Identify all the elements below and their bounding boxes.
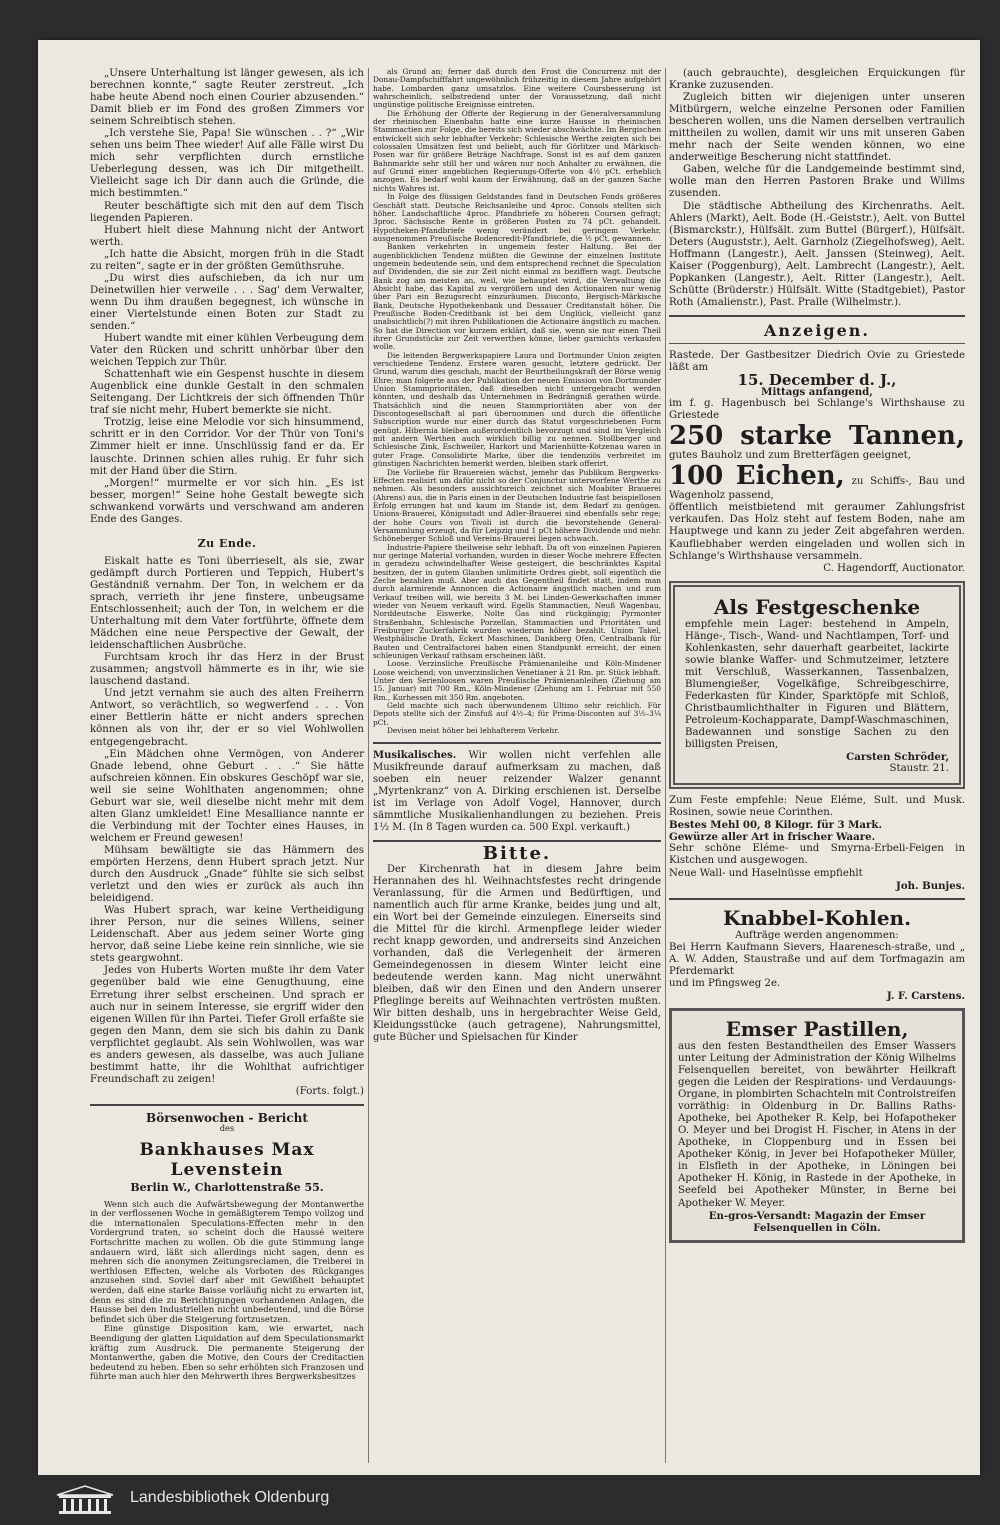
church-paragraph: Die städtische Abtheilung des Kirchenraths. Aelt. Ahlers (Markt), Aelt. Bode (H.-Geiststr.), Aelt. von Buttel (Bismarckstr.), Hülfsält. zum Buttel (Bürgerf.), Hülfsält. Deters (Auguststr.), Aelt. Garnholz (Ziegelhofsweg), Aelt. Hoffmann (Langestr.), Aelt. Janssen (Steinweg), Aelt. Kaiser (Poggenburg), Aelt. Lambrecht (Langestr.), Aelt. Popkanken (Langestr.), Aelt. Ritter (Langestr.), Aelt. Schütte (Brüderstr.) Hülfsält. Witte (Stadtgebiet), Pastor Roth (Amalienstr.), Past. Pralle (Wilhelmstr.). [669, 200, 965, 308]
story-paragraph: Hubert hielt diese Mahnung nicht der Antwort werth. [90, 224, 364, 248]
newspaper-page [38, 40, 980, 1475]
section-paragraph: Und jetzt vernahm sie auch des alten Freiherrn Antwort, so verächtlich, so wegwerfend . . . Von einer Bettlerin hätte er nicht anders sprechen können als von ihr, der er so viel Wohlwollen entgegengebracht. [90, 688, 364, 748]
report-bank: Bankhauses Max Levenstein [139, 1139, 315, 1180]
coal-line: Aufträge werden angenommen: [735, 929, 899, 941]
auction-ad [669, 350, 965, 575]
report-paragraph: Geld machte sich nach überwundenem Ultimo sehr reichlich. Für Depots stellte sich der Zinsfuß auf 4½–4; für Prima-Disconten auf 3½–3¼ pCt. [373, 701, 661, 727]
story-paragraph: Trotzig, leise eine Melodie vor sich hinsummend, schritt er in den Corridor. Vor der Thür von Toni's Zimmer hielt er inne. Unschlüssig fand er da. Er lauschte. Drinnen schien alles ruhig. Er fuhr sich mit der Hand über die Stirn. [90, 417, 364, 477]
story-paragraph: „Unsere Unterhaltung ist länger gewesen, als ich berechnen konnte,“ sagte Reuter zerstreut. „Ich habe heute Abend noch einen Courier abzusenden.“ Damit blieb er im Fond des großen Zimmers vor seinem Schreibtisch stehen. [90, 68, 364, 128]
gift-ad-merchant: Carsten Schröder, [846, 751, 949, 764]
report-paragraph: Die Vorliebe für Brauereien wächst, jemehr das Publikum Bergwerks-Effecten realisirt um dafür nicht so der Conjunctur unterworfene Werthe zu nehmen. Als besonders aussichtsreich zeichnet sich Moabiter Brauerei (Ahrens) aus, die in Paris einen in der Deutschen Industrie fast beispiellosen Erfolg errungen hat und kaum im Stande ist, dem Bedarf zu genügen. Unions-Brauerei, Königsstadt und Adler-Brauerei sind ebenfalls sehr rege; der hohe Cours von Tivoli ist durch die bevorstehende General-Versammlung erzeugt, da für Leipzig und 1 pCt höhere Dividende und mehr. Schöneberger Schloß und Vereins-Brauerei liegen schwach. [373, 467, 661, 544]
report-paragraph: Industrie-Papiere theilweise sehr lebhaft. Da oft von einzelnen Papieren nur geringe Material vorhanden, wurden in dieser Woche mehrere Effecten in geradezu schwindelhafter Weise gesteigert, die beschränktes Kapital besitzen, der in gutem Glauben unlimitirte Ordres giebt, soll eigentlich die Zeche bezahlen muß. Aber auch das Gegentheil findet statt, indem man durch alarmirende Annoncen die Actionaire ängstlich machen und zum Verkauf treiben will, wie bereits 3 M. bei Linden-Gewerkschaften immer wieder von Neuem verkauft wird. Egells Stammactien, Neuß Wagenbau, Norddeutsche Eiswerke, Nolte Gas sind rückgängig; Pyrmonter Straßenbahn, Schlesische Porzellan, Stammactien und Prioritäten und Freiburger Zuckerfabrik wurden wiederum höher bezahlt. Union Takel, Westphälische Drath, Eckert Maschinen, Dankberg Ofen, Centralbank für Bauten und Centralfactorei haben einen Standpunkt erreicht, der einen schleunigen Verkauf rathsam erscheinen läßt. [373, 542, 661, 661]
story-paragraph: Schattenhaft wie ein Gespenst huschte in diesem Augenblick eine dunkle Gestalt in den schmalen Seitengang. Der Lichtkreis der sich öffnenden Thür traf sie nicht mehr, Hubert bemerkte sie nicht. [90, 369, 364, 417]
grocery-line: Bestes Mehl 00, 8 Kilogr. für 3 Mark. [669, 819, 883, 832]
grocery-ad [669, 795, 965, 891]
coal-line: und im Pfingsweg 2e. [669, 977, 781, 989]
report-paragraph: Die Erhöhung der Offerte der Regierung in der Generalversammlung der rheinischen Eisenbahn hatte eine kurze Hausse in rheinischen Stammactien zur Folge, die bereits sich wieder abschwächte. Im Bergischen entwickelt sich sehr lebhafter Verkehr; Schlesische Werthe zeigten sich bei colossalen Umsätzen fest und beliebt, auch für Görlitzer und Märkisch-Posen war für größere Beträge Nachfrage. Sonst ist es auf dem ganzen Bahnmarkte sehr still her und wären nur noch Anhalter zu erwähnen, die auf Grund einer angeblichen Regierungs-Offerte von 4½ pCt. erheblich anzogen. Es bedarf wohl kaum der Erwähnung, daß an der ganzen Sache nichts Wahres ist. [373, 108, 661, 193]
coal-ad-title: Knabbel-Kohlen. [722, 905, 912, 930]
section-paragraph: „Ein Mädchen ohne Vermögen, von Anderer Gnade lebend, ohne Geburt . . .“ Sie hätte aufschreien können. Ein obskures Geschöpf war sie, weil sie seine Wohlthaten angenommen; ohne Geburt war sie, weil dieselbe nicht mehr mit dem alten Glanz umkleidet! Eine Mesalliance nannte er die Verbindung mit der Tochter eines Hauses, in welchem er Freund gewesen! [90, 748, 364, 844]
report-paragraph: Devisen meist höher bei lebhafterem Verkehr. [387, 726, 560, 736]
church-paragraph: Gaben, welche für die Landgemeinde bestimmt sind, wolle man den Herren Pastoren Brake und Willms zusenden. [669, 164, 965, 200]
story-paragraph: „Ich hatte die Absicht, morgen früh in die Stadt zu reiten“, sagte er in der größten Gemüthsruhe. [90, 248, 364, 272]
story-paragraph: „Morgen!“ murmelte er vor sich hin. „Es ist besser, morgen!“ Seine hohe Gestalt bewegte sich schwankend vorwärts und verschwand am anderen Ende des Ganges. [90, 477, 364, 525]
column-divider [665, 68, 666, 1463]
grocery-line: Gewürze aller Art in frischer Waare. [669, 831, 876, 844]
report-paragraph: Banken verkehrten in ungemein fester Haltung. Bei der augenblicklichen Tendenz müßten die Gewinne der einzelnen Institute ungemein bedeutende sein, und dem entsprechend rechnet die Speculation auf Dividenden, die sie zur Zeit nicht einmal zu beziffern wagt. Deutsche Bank zog am meisten an, weil, wie behauptet wird, die Verwaltung die Absicht habe, das Kapital zu vergrößern und den Actionairen nur wenig über Pari ein Bezugsrecht einzuräumen. Disconto, Bergisch-Märkische Bank, Deutsche Hypothekenbank und Dessauer Creditanstalt höher. Die Preußische Boden-Creditbank ist bei dem Unglück, vielleicht ganz unabsichtlich(?) mit ihren Publikationen die Actionaire ängstlich zu machen. So hat die Direction vor kurzem erklärt, daß sie, wenn sie nur einen Theil ihrer Grundstücke zur Zeit verwerthen könne, lieber garnichts verkaufen wolle. [373, 242, 661, 352]
auction-line: Rastede. Der Gastbesitzer Diedrich Ovie zu Griestede läßt am [669, 349, 965, 374]
story-paragraph: Reuter beschäftigte sich mit den auf dem Tisch liegenden Papieren. [90, 200, 364, 224]
bitte-heading: Bitte. [482, 842, 552, 864]
continuation-note: (Forts. folgt.) [295, 1085, 364, 1097]
pastillen-ad [669, 1008, 965, 1243]
auction-desc-2: zu Schiffs-, Bau und Wagenholz passend, [669, 476, 965, 502]
column-middle [373, 68, 661, 1463]
auction-place: im f. g. Hagenbusch bei Schlange's Wirthshause zu Griestede [669, 398, 965, 422]
gift-ad [669, 581, 965, 790]
library-name: Landesbibliothek Oldenburg [130, 1489, 330, 1506]
story-paragraph: „Ich verstehe Sie, Papa! Sie wünschen . . ?“ „Wir sehen uns beim Thee wieder! Auf alle Fälle wirst Du mich sehr verpflichten durch ernstliche Ueberlegung dessen, was ich Dir mitgetheilt. Vielleicht sage ich Dir dann auch die Gründe, die mich bestimmten.“ [90, 128, 364, 200]
grocery-line: Sehr schöne Eléme- und Smyrna-Erbeli-Feigen in Kistchen und ausgewogen. [669, 843, 965, 867]
report-paragraph: Loose. Verzinsliche Preußische Prämienanleihe und Köln-Mindener Loose weichend; von unverzinslichen Venetianer à 21 Rm. pr. Stück lebhaft. Unter den Serienloosen waren Preußische Prämienanleihen (Ziehung am 15. Januar) mit 700 Rm., Köln-Mindener (Ziehung am 1. Februar mit 550 Rm., Kurhessen mit 350 Rm. angeboten. [373, 659, 661, 702]
divider [669, 315, 965, 317]
church-paragraph: (auch gebrauchte), desgleichen Erquickungen für Kranke zuzusenden. [669, 68, 965, 92]
section-heading: Zu Ende. [197, 536, 257, 550]
coal-signature: J. F. Carstens. [886, 989, 965, 1002]
bitte-text: Der Kirchenrath hat in diesem Jahre beim Herannahen des hl. Weihnachtsfestes recht dringende Veranlassung, für die Armen und Bedürftigen, und namentlich auch für arme Kranke, beides jung und alt, ein Wort bei der Gemeinde einzulegen. Einerseits sind die Mittel für die kirchl. Armenpflege leider wieder recht knapp geworden, und andrerseits sind Anzeichen vorhanden, daß die Verlegenheit der ärmeren Gemeindegenossen in diesem Winter leicht eine bedeutende werden kann. Mag nicht unerwähnt bleiben, daß wir den Einen und den Andern unserer Pfleglinge bereits auf Weihnachten vertrösten mußten. Wir bitten deshalb, uns in hergebrachter Weise Geld, Kleidungsstücke (auch getragene), Nahrungsmittel, gute Bücher und Spielsachen für Kinder [373, 863, 661, 1043]
column-left [90, 68, 364, 1463]
library-building-icon [55, 1485, 115, 1520]
music-text: Wir wollen nicht verfehlen alle Musikfreunde darauf aufmerksam zu machen, daß soeben ein neuer reizender Walzer genannt „Myrtenkranz“ von A. Dirking erschienen ist. Derselbe ist im Verlage von Adolf Vogel, Hannover, durch sämmtliche Musikalienhandlungen zu beziehen. Preis 1½ M. (In 8 Tagen wurden ca. 500 Expl. verkauft.) [373, 749, 661, 833]
report-paragraph: In Folge des flüssigen Geldstandes fand in Deutschen Fonds größeres Geschäft statt. Deutsche Reichsanleihe und 4proc. Consols stellten sich höher. Landschaftliche 4proc. Pfandbriefe zu höheren Coursen gefragt; 3proc. Sächsische Rente in größeren Posten zu 74 pCt. gehandelt. Hypotheken-Pfandbriefe wenig verändert bei geringem Verkehr, ausgenommen Preußische Bodencredit-Pfandbriefe, die ½ pCt. gewannen. [373, 192, 661, 243]
pastillen-text: aus den festen Bestandtheilen des Emser Wassers unter Leitung der Administration der König Wilhelms Felsenquellen bereitet, von bewährter Heilkraft gegen die Leiden der Respirations- und Verdauungs-Organe, in plombirten Schachteln mit Controlstreifen vorräthig: in Oldenburg in Dr. Ballins Raths-Apotheke, bei Apotheker R. Kelp, bei Hofapotheker O. Meyer und bei Drogist H. Fischer, in Atens in der Apotheke, in Cloppenburg und in Essen bei Apotheker König, in Jever bei Hofapotheker Müller, in Elsfleth in der Apotheke, in Löningen bei Apotheker H. König, in Rastede in der Apotheke, in Seefeld bei Apotheker Münster, in Berne bei Apotheker W. Meyer. [678, 1040, 956, 1209]
grocery-line: Neue Wall- und Haselnüsse empfiehlt [669, 867, 863, 879]
report-des: des [219, 1122, 235, 1133]
divider [90, 1104, 364, 1106]
section-paragraph: Eiskalt hatte es Toni überrieselt, als sie, zwar gedämpft durch Portieren und Teppich, Hubert's Geständniß vernahm. Der Ton, in welchem er da sprach, verrieth ihr jene finstere, unbeugsame Entschlossenheit; auch der Ton, in welchem er die Unterhaltung mit dem Vater fortführte, öffnete dem Mädchen eine neue Perspective der Gewalt, der leidenschaftlichen Ausbrüche. [90, 555, 364, 652]
divider [669, 343, 965, 344]
story-paragraph: Hubert wandte mit einer kühlen Verbeugung dem Vater den Rücken und schritt unhörbar über den weichen Teppich zur Thür. [90, 333, 364, 369]
ads-heading: Anzeigen. [764, 320, 870, 340]
auction-text: öffentlich meistbietend mit geraumer Zahlungsfrist verkaufen. Das Holz steht auf festem Boden, nahe am Hauptwege und kann zu jeder Zeit abgefahren werden. Kaufliebhaber werden eingeladen und wollen sich in Schlange's Wirthshause versammeln. [669, 502, 965, 562]
auction-signature: C. Hagendorff, Auctionator. [823, 562, 965, 574]
report-paragraph: Wenn sich auch die Aufwärtsbewegung der Montanwerthe in der verflossenen Woche in gemäßigterem Tempo vollzog und die internationalen Speculations-Effecten mehr in den Vordergrund traten, so scheint doch die Haussé weitere Fortschritte machen zu wollen. Ob die gute Stimmung lange andauern wird, läßt sich allerdings nicht sagen, denn es mehren sich die anonymen Zeitungsreclamen, die Treiberei in werthlosen Effecten, welche als Vorboten des Rückganges anzusehen sind. Soviel darf aber mit Gewißheit behauptet werden, daß eine starke Baisse vorläufig nicht zu erwarten ist, denn es sind die zu Berichtigungen vorhandenen Anlagen, die Hausse bei den Industriellen nicht unbedeutend, und die Börse befindet sich über die Steigerung fortzusetzen. [90, 1198, 364, 1324]
report-paragraph: Eine günstige Disposition kam, wie erwartet, nach Beendigung der glatten Liquidation auf dem Speculationsmarkt kräftig zum Ausdruck. Die permanente Steigerung der Montanwerthe, gaben die Motive, den Cours der Creditactien bedeutend zu heben. Eben so sehr erhöhten sich Franzosen und führte man auch hier den Mehrwerth ihres Bergwerksbesitzes [90, 1323, 364, 1382]
auction-count-2: 100 Eichen, [669, 461, 845, 492]
divider [373, 840, 661, 842]
report-address: Berlin W., Charlottenstraße 55. [130, 1180, 324, 1194]
coal-line: Bei Herrn Kaufmann Sievers, Haarenesch-straße, und „ A. W. Adden, Staustraße und auf dem Torfmagazin am Pferdemarkt [669, 941, 965, 977]
column-divider [368, 68, 369, 1463]
auction-count-1: 250 starke Tannen, [669, 421, 965, 452]
section-paragraph: Jedes von Huberts Worten mußte ihr dem Vater gegenüber bald wie eine Genugthuung, eine Erretung ihrer selbst erscheinen. Und sprach er auch nur in seinem Interesse, sie ergriff wider den eigenen Willen für ihn Partei. Tiefer Groll erfaßte sie gegen den Mann, dem sie sich bis dahin zu Dank verpflichtet geglaubt. Als sein Wohlwollen, was war es anders gewesen, als dasselbe, was auch Juliane bestimmt hatte, ihr die Wohlthat aufrichtiger Freundschaft zu zeigen! [90, 965, 364, 1085]
auction-date: 15. December d. J., [737, 371, 897, 390]
column-right [669, 68, 965, 1463]
music-notice [373, 750, 661, 834]
pastillen-title: Emser Pastillen, [725, 1016, 909, 1041]
report-paragraph: Die leitenden Bergwerkspapiere Laura und Dortmunder Union zeigten verschiedene Tendenz. Erstere waren gesucht, letztere gedrückt. Der Grund, warum dies geschah, macht der Beurtheilungskraft der Börse wenig Ehre; man folgerte aus der Publikation der neuen Emission von Dortmunder Union Stammprioritäten, daß dieselben nicht untergebracht werden könnten, und deshalb das Unternehmen in Bedrängniß gerathen würde. Thatsächlich sind die neuen Stammprioritäten aber von der Discontogesellschaft al pari übernommen und durch die öffentliche Subscription wurde nur einer durch das Statut vorgeschriebenen Form genügt. Hibernia bleiben außerordentlich bevorzugt und sind im Vergleich mit andern Werthen auch wirklich billig zu nennen. Stollberger und Schlesische Zink, Eschweiler, Harkort und Marienhütte-Kotzenau waren in guter Frage. Consolidirte Marke, über die tendenziös verbreitet im günstigen Nachrichten bemerkt werden, bleiben stark offerirt. [373, 350, 661, 469]
divider [669, 898, 965, 900]
coal-ad [669, 906, 965, 1002]
report-title: Börsenwochen - Bericht [146, 1110, 308, 1125]
section-paragraph: Was Hubert sprach, war keine Vertheidigung ihrer Person, nur die seines Willens, seiner Leidenschaft. Aber aus jedem seiner Worte ging hervor, daß seine Liebe keine rein sinnliche, wie sie stets geargwohnt. [90, 905, 364, 965]
gift-ad-title: Als Festgeschenke [713, 594, 921, 619]
music-heading: Musikalisches. [373, 749, 457, 761]
gift-ad-address: Staustr. 21. [889, 763, 949, 775]
report-paragraph: als Grund an; ferner daß durch den Frost die Concurrenz mit der Donau-Dampfschifffahrt ungewöhnlich frühzeitig in diesem Jahre aufgehört habe. Lombarden ganz umsatzlos. Eine weitere Coursbesserung ist wahrscheinlich, selbstredend unter der Voraussetzung, daß nicht ungünstige politische Ereignisse eintreten. [373, 68, 661, 110]
section-paragraph: Mühsam bewältigte sie das Hämmern des empörten Herzens, denn Hubert sprach jetzt. Nur durch den Ausdruck „Gnade“ fühlte sie sich selbst verletzt und den wies er zurück als auch ihn beleidigend. [90, 844, 364, 905]
grocery-line: Zum Feste empfehle: Neue Eléme, Sult. und Musk. Rosinen, sowie neue Corinthen. [669, 795, 965, 819]
section-paragraph: Furchtsam kroch ihr das Herz in der Brust zusammen; angstvoll hämmerte es in ihr, wie sie lauschend dastand. [90, 652, 364, 688]
auction-time: Mittags anfangend, [761, 386, 873, 399]
library-footer [0, 1475, 1000, 1525]
story-paragraph: „Du wirst dies aufschieben, da ich nur um Deinetwillen hier verweile . . . Sag' dem Verwalter, wenn Du ihm draußen begegnest, ich wünsche in einer Viertelstunde einen Boten zur Stadt zu senden.“ [90, 272, 364, 332]
pastillen-footer: En-gros-Versandt: Magazin der Emser Felsenquellen in Cöln. [708, 1209, 926, 1234]
church-paragraph: Zugleich bitten wir diejenigen unter unseren Mitbürgern, welche einzelne Personen oder Familien bescheren wollen, uns die Namen derselben vertraulich mittheilen zu wollen, damit wir uns mit unseren Gaben mehr nach der Seite wenden können, wo eine anderweitige Bescherung nicht stattfindet. [669, 92, 965, 164]
grocery-signature: Joh. Bunjes. [896, 879, 965, 892]
divider [373, 742, 661, 744]
auction-desc-1: gutes Bauholz und zum Bretterfägen geeignet, [669, 450, 912, 462]
gift-ad-text: empfehle mein Lager: bestehend in Ampeln, Hänge-, Tisch-, Wand- und Nachtlampen, Torf- und Kohlenkasten, sehr dauerhaft gearbeitet, lackirte sowie blanke Waffer- und Schmutzeimer, letztere mit Verschluß, Wasserkannen, Tassenbalzen, Blumengießer, Vogelkäfige, Schreibgeschirre, Federkasten für Kinder, Sparktöpfe mit Schloß, Christbaumlichthalter in Figuren und Blättern, Petroleum-Kochapparate, Dampf-Waschmaschinen, Badewannen und sonstige Sachen zu den billigsten Preisen, [685, 618, 949, 751]
